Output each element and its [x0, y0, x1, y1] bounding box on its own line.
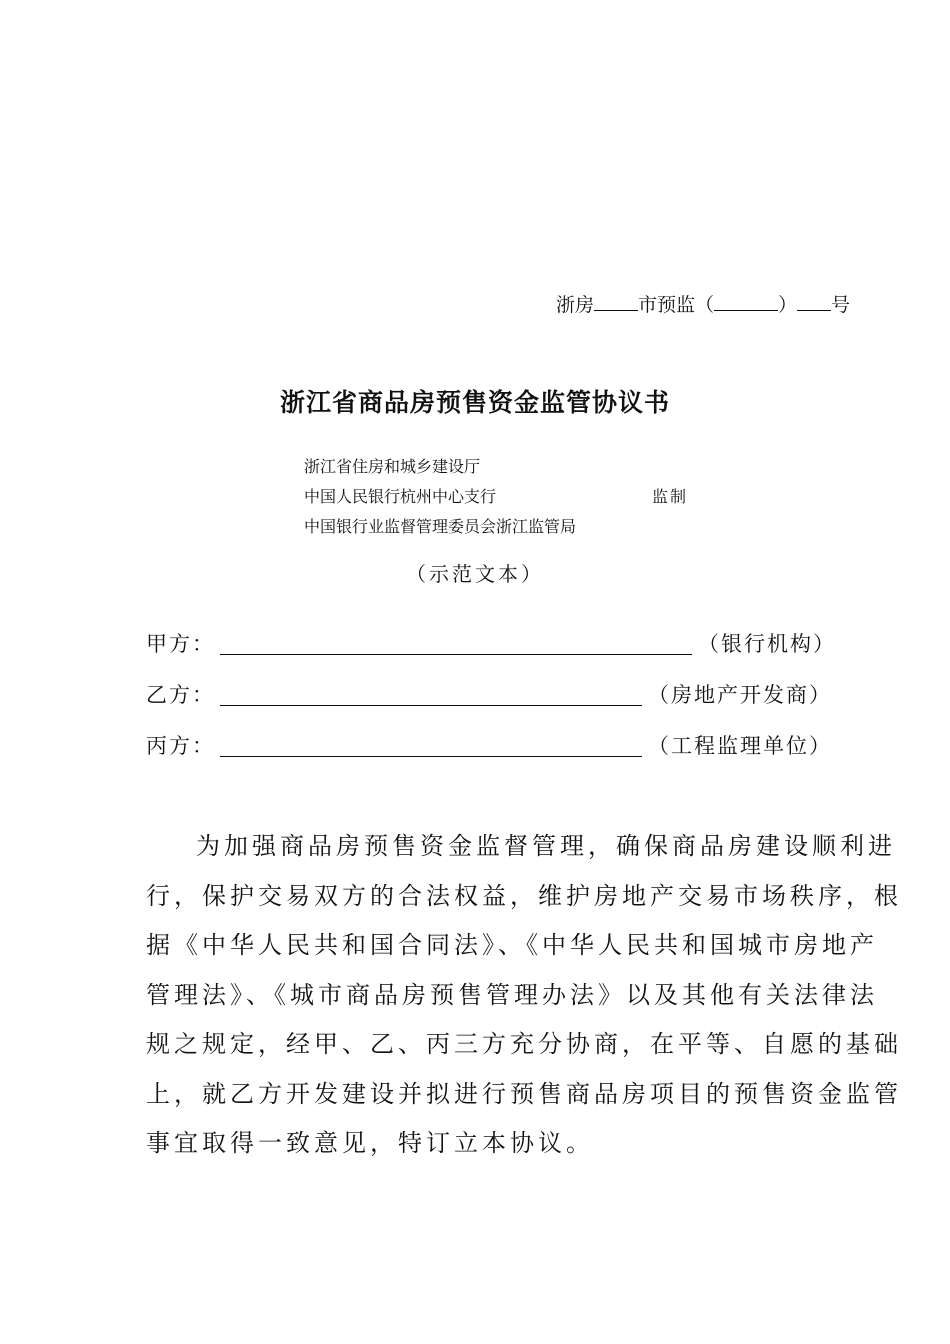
issuer-line-1: 浙江省住房和城乡建设厅 — [304, 457, 481, 476]
document-number — [470, 292, 850, 318]
preamble-line: 事宜取得一致意见，特订立本协议。 — [146, 1129, 594, 1157]
party-a-fill-line[interactable] — [220, 654, 692, 655]
doc-number-close-paren: ） — [777, 294, 797, 316]
year-blank — [714, 292, 778, 311]
page-title: 浙江省商品房预售资金监管协议书 — [279, 388, 670, 417]
party-a-role: （银行机构） — [698, 632, 836, 656]
party-b-fill-line[interactable] — [220, 705, 642, 706]
party-b-role: （房地产开发商） — [648, 683, 832, 707]
preamble-paragraph — [146, 822, 902, 1169]
issuer-line-2: 中国人民银行杭州中心支行 — [304, 487, 497, 506]
sample-text-label: （示范文本） — [406, 562, 544, 586]
party-c-label: 丙方： — [146, 734, 215, 758]
party-b-label: 乙方： — [146, 683, 215, 707]
preamble-line: 上，就乙方开发建设并拟进行预售商品房项目的预售资金监管 — [146, 1079, 902, 1108]
city-blank — [594, 292, 638, 311]
doc-number-suffix: 号 — [830, 294, 850, 316]
preamble-line: 为加强商品房预售资金监督管理，确保商品房建设顺利进 — [196, 832, 896, 860]
serial-blank — [797, 292, 831, 311]
preamble-line: 规之规定，经甲、乙、丙三方充分协商，在平等、自愿的基础 — [146, 1030, 902, 1058]
doc-number-prefix: 浙房 — [555, 294, 594, 316]
party-c-fill-line[interactable] — [220, 756, 642, 757]
preamble-line: 管理法》、《城市商品房预售管理办法》以及其他有关法律法 — [146, 980, 878, 1009]
preamble-line: 行，保护交易双方的合法权益，维护房地产交易市场秩序，根 — [146, 881, 902, 910]
party-c-role: （工程监理单位） — [648, 734, 832, 758]
issuer-block — [304, 452, 724, 542]
preamble-line: 据《中华人民共和国合同法》、《中华人民共和国城市房地产 — [146, 931, 878, 959]
party-a-label: 甲方： — [146, 632, 215, 656]
supervise-label: 监制 — [652, 487, 689, 506]
doc-number-city-suffix: 市预监（ — [637, 294, 714, 316]
issuer-line-3: 中国银行业监督管理委员会浙江监管局 — [304, 517, 577, 536]
